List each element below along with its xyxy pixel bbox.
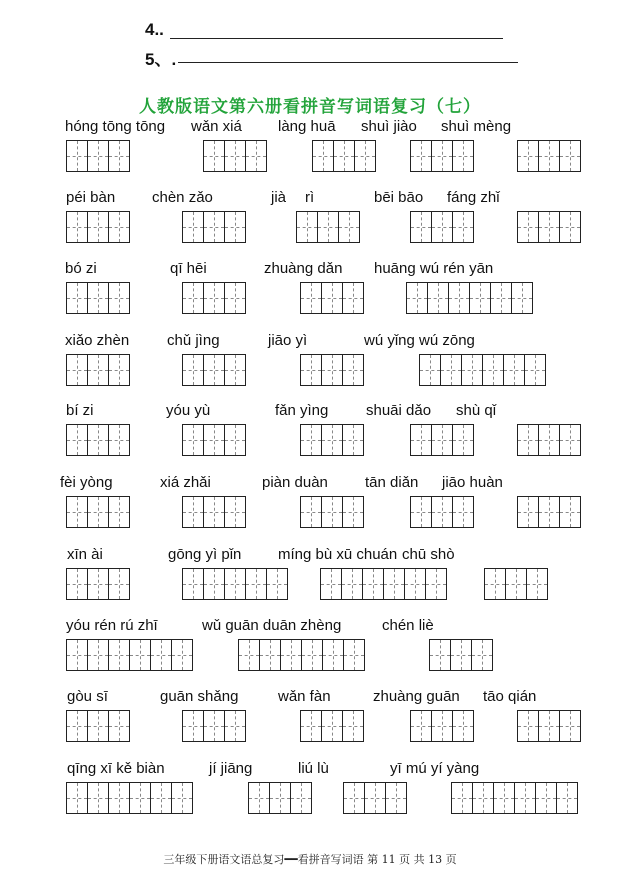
writing-cell[interactable] [248,782,270,814]
writing-cell[interactable] [472,782,494,814]
writing-cell[interactable] [461,354,483,386]
writing-cell[interactable] [503,354,525,386]
pinyin-prompt: xiǎo zhèn [65,332,130,349]
writing-cell[interactable] [427,282,449,314]
writing-cell[interactable] [538,211,560,243]
writing-cell[interactable] [321,496,343,528]
pinyin-prompt: chǔ jìng [167,332,220,349]
writing-cell[interactable] [538,140,560,172]
writing-grid[interactable] [300,424,364,456]
writing-cell[interactable] [514,782,536,814]
writing-cell[interactable] [87,282,109,314]
writing-cell[interactable] [406,282,428,314]
writing-grid[interactable] [66,140,130,172]
pinyin-prompt: wǎn fàn [278,688,331,705]
writing-cell[interactable] [452,710,474,742]
writing-cell[interactable] [108,354,130,386]
writing-cell[interactable] [342,282,364,314]
writing-cell[interactable] [301,639,323,671]
writing-cell[interactable] [108,496,130,528]
writing-cell[interactable] [182,424,204,456]
writing-cell[interactable] [320,568,342,600]
writing-cell[interactable] [66,639,88,671]
writing-cell[interactable] [87,424,109,456]
writing-cell[interactable] [203,710,225,742]
pinyin-prompt: zhuàng dǎn [264,260,343,277]
writing-cell[interactable] [338,211,360,243]
writing-grid[interactable] [66,639,193,671]
writing-cell[interactable] [410,140,432,172]
writing-cell[interactable] [203,140,225,172]
pinyin-prompt: hóng tōng tōng [65,118,166,135]
writing-grid[interactable] [238,639,365,671]
writing-grid[interactable] [182,282,246,314]
pinyin-prompt: fáng zhǐ [447,189,500,206]
page-footer: 三年级下册语文语总复习━━看拼音写词语 第 11 页 共 13 页 [163,853,457,866]
writing-cell[interactable] [66,710,88,742]
writing-cell[interactable] [321,710,343,742]
pinyin-prompt: qīng xī kě biàn [67,760,165,777]
writing-cell[interactable] [108,211,130,243]
writing-cell[interactable] [342,496,364,528]
writing-cell[interactable] [129,782,151,814]
writing-cell[interactable] [312,140,334,172]
writing-cell[interactable] [108,710,130,742]
writing-grid[interactable] [517,211,581,243]
pinyin-prompt: jiāo yì [268,332,308,349]
writing-grid[interactable] [66,568,130,600]
writing-grid[interactable] [312,140,376,172]
writing-grid[interactable] [410,496,474,528]
writing-cell[interactable] [224,710,246,742]
writing-cell[interactable] [410,496,432,528]
pinyin-prompt: zhuàng guān [373,688,460,705]
writing-grid[interactable] [182,211,246,243]
writing-cell[interactable] [431,424,453,456]
writing-cell[interactable] [108,568,130,600]
writing-grid[interactable] [517,140,581,172]
writing-cell[interactable] [342,710,364,742]
writing-cell[interactable] [238,639,260,671]
writing-cell[interactable] [342,424,364,456]
writing-cell[interactable] [524,354,546,386]
pinyin-prompt: yī mú yí yàng [390,760,480,777]
writing-cell[interactable] [535,782,557,814]
writing-cell[interactable] [556,782,578,814]
writing-grid[interactable] [66,782,193,814]
writing-grid[interactable] [343,782,407,814]
writing-cell[interactable] [450,639,472,671]
writing-cell[interactable] [431,211,453,243]
writing-cell[interactable] [341,568,363,600]
writing-cell[interactable] [333,140,355,172]
writing-cell[interactable] [517,211,539,243]
writing-cell[interactable] [431,140,453,172]
pinyin-prompt: yóu rén rú zhī [66,617,158,634]
writing-grid[interactable] [248,782,312,814]
pinyin-prompt: bēi bāo [374,189,424,206]
pinyin-prompt: jiāo huàn [442,474,503,491]
pinyin-prompt: jià [271,189,287,206]
writing-cell[interactable] [266,568,288,600]
writing-cell[interactable] [538,424,560,456]
writing-cell[interactable] [559,140,581,172]
writing-cell[interactable] [108,140,130,172]
writing-cell[interactable] [343,639,365,671]
writing-cell[interactable] [452,140,474,172]
pinyin-prompt: chén liè [382,617,434,634]
writing-cell[interactable] [87,568,109,600]
writing-cell[interactable] [269,782,291,814]
pinyin-prompt: guān shǎng [160,688,239,705]
writing-cell[interactable] [419,354,441,386]
question-4-label: 4.. [145,20,164,39]
writing-cell[interactable] [182,568,204,600]
writing-cell[interactable] [410,424,432,456]
writing-cell[interactable] [182,354,204,386]
writing-grid[interactable] [182,568,288,600]
writing-cell[interactable] [469,282,491,314]
writing-cell[interactable] [300,710,322,742]
pinyin-prompt: làng huā [278,118,336,135]
writing-cell[interactable] [66,568,88,600]
writing-cell[interactable] [203,568,225,600]
writing-grid[interactable] [66,354,130,386]
question-5-answer-line[interactable] [178,62,518,63]
writing-cell[interactable] [484,568,506,600]
pinyin-prompt: shuì mèng [441,118,512,135]
writing-grid[interactable] [406,282,533,314]
writing-cell[interactable] [431,710,453,742]
writing-grid[interactable] [320,568,447,600]
writing-cell[interactable] [493,782,515,814]
writing-cell[interactable] [108,282,130,314]
writing-cell[interactable] [451,782,473,814]
writing-cell[interactable] [182,710,204,742]
writing-cell[interactable] [108,424,130,456]
writing-cell[interactable] [259,639,281,671]
writing-cell[interactable] [245,140,267,172]
question-4-answer-line[interactable] [170,38,503,39]
writing-cell[interactable] [321,354,343,386]
writing-cell[interactable] [150,782,172,814]
writing-grid[interactable] [429,639,493,671]
writing-cell[interactable] [224,140,246,172]
writing-grid[interactable] [451,782,578,814]
pinyin-prompt: míng bù xū chuán [278,546,398,563]
pinyin-prompt: shù qǐ [456,402,497,419]
writing-cell[interactable] [410,710,432,742]
writing-cell[interactable] [66,282,88,314]
writing-cell[interactable] [482,354,504,386]
writing-cell[interactable] [66,782,88,814]
writing-cell[interactable] [490,282,512,314]
writing-cell[interactable] [517,140,539,172]
writing-cell[interactable] [322,639,344,671]
writing-grid[interactable] [517,710,581,742]
pinyin-prompt: chū shò [402,546,455,563]
writing-grid[interactable] [300,282,364,314]
writing-cell[interactable] [300,354,322,386]
writing-cell[interactable] [452,211,474,243]
writing-cell[interactable] [300,496,322,528]
writing-cell[interactable] [87,782,109,814]
writing-cell[interactable] [182,282,204,314]
pinyin-prompt: huāng wú rén yān [374,260,494,277]
pinyin-prompt: shuāi dǎo [366,402,432,419]
pinyin-prompt: tāo qián [483,688,537,705]
writing-cell[interactable] [343,782,365,814]
writing-cell[interactable] [66,140,88,172]
writing-cell[interactable] [203,282,225,314]
writing-cell[interactable] [224,354,246,386]
writing-cell[interactable] [224,424,246,456]
pinyin-prompt: liú lù [298,760,329,777]
writing-cell[interactable] [66,496,88,528]
writing-cell[interactable] [87,140,109,172]
question-5-label: 5、. [145,50,177,69]
writing-cell[interactable] [354,140,376,172]
writing-grid[interactable] [410,140,474,172]
writing-grid[interactable] [410,424,474,456]
writing-cell[interactable] [66,354,88,386]
writing-grid[interactable] [296,211,360,243]
writing-grid[interactable] [66,211,130,243]
pinyin-prompt: yóu yù [166,402,211,419]
pinyin-prompt: xīn ài [67,546,103,563]
pinyin-prompt: fǎn yìng [275,402,329,419]
pinyin-prompt: gòu sī [67,688,108,705]
pinyin-prompt: rì [305,189,315,206]
writing-cell[interactable] [224,496,246,528]
writing-cell[interactable] [559,424,581,456]
pinyin-prompt: bó zi [65,260,97,277]
writing-cell[interactable] [342,354,364,386]
writing-cell[interactable] [108,639,130,671]
writing-cell[interactable] [321,424,343,456]
writing-cell[interactable] [245,568,267,600]
writing-cell[interactable] [108,782,130,814]
writing-cell[interactable] [87,496,109,528]
writing-cell[interactable] [410,211,432,243]
writing-cell[interactable] [203,496,225,528]
writing-cell[interactable] [517,424,539,456]
writing-cell[interactable] [471,639,493,671]
writing-grid[interactable] [300,496,364,528]
writing-grid[interactable] [66,282,130,314]
writing-cell[interactable] [517,710,539,742]
pinyin-prompt: gōng yì pǐn [168,546,242,563]
pinyin-prompt: péi bàn [66,189,116,206]
writing-cell[interactable] [404,568,426,600]
pinyin-prompt: bí zi [66,402,94,419]
writing-grid[interactable] [182,424,246,456]
writing-cell[interactable] [224,282,246,314]
writing-cell[interactable] [182,211,204,243]
writing-cell[interactable] [559,211,581,243]
writing-cell[interactable] [362,568,384,600]
writing-grid[interactable] [484,568,548,600]
writing-grid[interactable] [182,354,246,386]
writing-cell[interactable] [203,354,225,386]
writing-grid[interactable] [517,496,581,528]
writing-cell[interactable] [383,568,405,600]
pinyin-prompt: qī hēi [170,260,207,277]
pinyin-prompt: chèn zǎo [152,189,213,206]
pinyin-prompt: piàn duàn [262,474,328,491]
writing-grid[interactable] [300,354,364,386]
writing-cell[interactable] [171,639,193,671]
writing-cell[interactable] [538,496,560,528]
writing-grid[interactable] [66,424,130,456]
writing-cell[interactable] [526,568,548,600]
worksheet-title: 人教版语文第六册看拼音写词语复习（七） [139,97,481,117]
writing-cell[interactable] [517,496,539,528]
writing-cell[interactable] [87,354,109,386]
writing-grid[interactable] [203,140,267,172]
writing-cell[interactable] [385,782,407,814]
writing-cell[interactable] [505,568,527,600]
writing-cell[interactable] [448,282,470,314]
pinyin-prompt: jí jiāng [209,760,253,777]
pinyin-prompt: tān diǎn [365,474,419,491]
writing-cell[interactable] [280,639,302,671]
writing-cell[interactable] [203,424,225,456]
pinyin-prompt: wú yǐng wú zōng [364,332,475,349]
writing-cell[interactable] [425,568,447,600]
writing-cell[interactable] [559,496,581,528]
writing-cell[interactable] [511,282,533,314]
writing-grid[interactable] [410,710,474,742]
writing-grid[interactable] [419,354,546,386]
writing-cell[interactable] [300,424,322,456]
writing-cell[interactable] [559,710,581,742]
writing-grid[interactable] [182,710,246,742]
writing-cell[interactable] [87,639,109,671]
writing-cell[interactable] [290,782,312,814]
writing-cell[interactable] [317,211,339,243]
writing-cell[interactable] [300,282,322,314]
writing-cell[interactable] [129,639,151,671]
writing-cell[interactable] [452,424,474,456]
writing-cell[interactable] [452,496,474,528]
writing-cell[interactable] [431,496,453,528]
writing-grid[interactable] [66,710,130,742]
writing-cell[interactable] [150,639,172,671]
writing-cell[interactable] [538,710,560,742]
writing-grid[interactable] [300,710,364,742]
writing-grid[interactable] [410,211,474,243]
writing-cell[interactable] [171,782,193,814]
writing-cell[interactable] [224,211,246,243]
writing-cell[interactable] [440,354,462,386]
writing-grid[interactable] [517,424,581,456]
writing-cell[interactable] [364,782,386,814]
writing-cell[interactable] [296,211,318,243]
writing-cell[interactable] [87,211,109,243]
writing-grid[interactable] [182,496,246,528]
pinyin-prompt: wǔ guān duān zhèng [202,617,342,634]
writing-cell[interactable] [429,639,451,671]
writing-cell[interactable] [182,496,204,528]
pinyin-prompt: shuì jiào [361,118,417,135]
writing-cell[interactable] [224,568,246,600]
writing-grid[interactable] [66,496,130,528]
writing-cell[interactable] [66,424,88,456]
writing-cell[interactable] [66,211,88,243]
writing-cell[interactable] [203,211,225,243]
pinyin-prompt: fèi yòng [60,474,113,491]
pinyin-prompt: xiá zhǎi [160,474,211,491]
writing-cell[interactable] [321,282,343,314]
writing-cell[interactable] [87,710,109,742]
pinyin-prompt: wǎn xiá [191,118,242,135]
